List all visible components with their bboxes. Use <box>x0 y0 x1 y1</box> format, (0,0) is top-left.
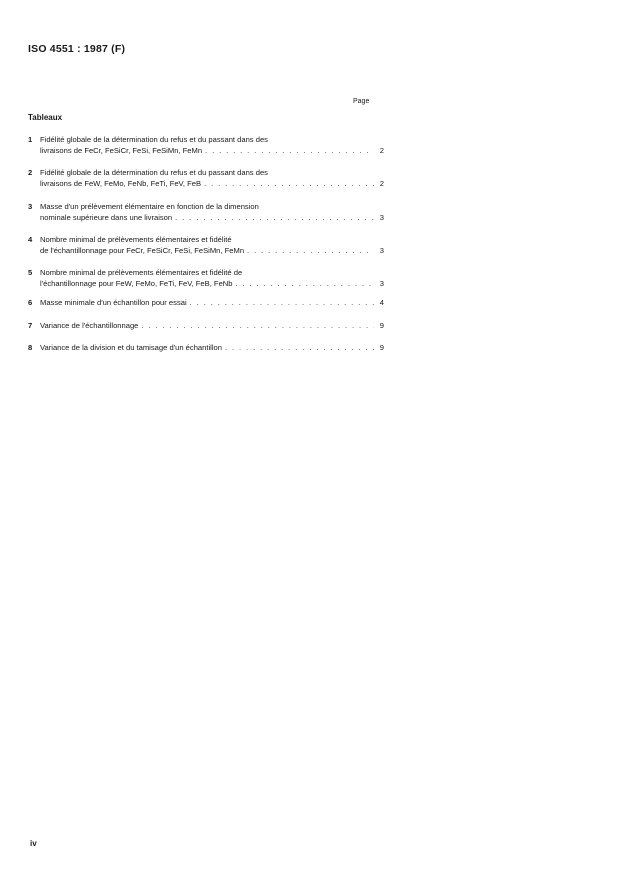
list-item <box>28 297 384 308</box>
entry-line <box>40 212 384 223</box>
entry-page-number: 2 <box>379 179 384 188</box>
entry-page-number: 4 <box>379 298 384 307</box>
entry-number: 7 <box>28 321 33 330</box>
dot-leader <box>236 278 374 289</box>
list-item <box>28 267 384 289</box>
entry-line <box>40 297 384 308</box>
entry-line <box>40 234 378 245</box>
entry-line <box>40 278 384 289</box>
entry-page-number: 3 <box>379 279 384 288</box>
entry-page-number: 2 <box>379 146 384 155</box>
entry-number: 1 <box>28 135 33 144</box>
entry-title-text: Nombre minimal de prélèvements élémentaires et fidélité <box>40 235 232 244</box>
entry-page-number: 3 <box>379 213 384 222</box>
entry-title-text: Masse d'un prélèvement élémentaire en fonction de la dimension <box>40 202 259 211</box>
dot-leader <box>141 320 374 331</box>
entry-line <box>40 320 384 331</box>
entry-page-number: 3 <box>379 246 384 255</box>
entry-title-text: nominale supérieure dans une livraison <box>40 213 173 222</box>
entry-number: 5 <box>28 268 33 277</box>
dot-leader <box>205 145 374 156</box>
entry-title-text: Nombre minimal de prélèvements élémentaires et fidélité de <box>40 268 243 277</box>
list-item <box>28 167 384 189</box>
entry-number: 2 <box>28 168 33 177</box>
entry-title-text: livraisons de FeW, FeMo, FeNb, FeTi, FeV, FeB <box>40 179 202 188</box>
entry-line <box>40 145 384 156</box>
page-number: iv <box>30 839 37 848</box>
dot-leader <box>175 212 374 223</box>
dot-leader <box>190 297 374 308</box>
entry-title-text: l'échantillonnage pour FeW, FeMo, FeTi, FeV, FeB, FeNb <box>40 279 233 288</box>
entry-number: 3 <box>28 202 33 211</box>
entry-number: 8 <box>28 343 33 352</box>
entry-line <box>40 167 378 178</box>
entry-line <box>40 342 384 353</box>
entry-number: 4 <box>28 235 33 244</box>
entry-title-text: Fidélité globale de la détermination du refus et du passant dans des <box>40 135 268 144</box>
list-item <box>28 201 384 223</box>
entry-page-number: 9 <box>379 321 384 330</box>
entry-title-text: de l'échantillonnage pour FeCr, FeSiCr, FeSi, FeSiMn, FeMn <box>40 246 245 255</box>
section-title: Tableaux <box>28 113 63 122</box>
list-item <box>28 134 384 156</box>
list-item <box>28 234 384 256</box>
dot-leader <box>204 178 374 189</box>
entry-title-text: Variance de l'échantillonnage <box>40 321 139 330</box>
page-column-label: Page <box>353 98 370 105</box>
entry-title-text: Fidélité globale de la détermination du refus et du passant dans des <box>40 168 268 177</box>
entry-line <box>40 267 378 278</box>
document-id: ISO 4551 : 1987 (F) <box>28 43 126 55</box>
dot-leader <box>247 245 374 256</box>
entry-line <box>40 134 378 145</box>
entry-title-text: livraisons de FeCr, FeSiCr, FeSi, FeSiMn, FeMn <box>40 146 203 155</box>
entry-line <box>40 201 378 212</box>
entry-line <box>40 245 384 256</box>
list-item <box>28 342 384 353</box>
entry-line <box>40 178 384 189</box>
entry-page-number: 9 <box>379 343 384 352</box>
list-item <box>28 320 384 331</box>
entry-number: 6 <box>28 298 33 307</box>
dot-leader <box>225 342 374 353</box>
entry-title-text: Variance de la division et du tamisage d'un échantillon <box>40 343 222 352</box>
entry-title-text: Masse minimale d'un échantillon pour essai <box>40 298 187 307</box>
